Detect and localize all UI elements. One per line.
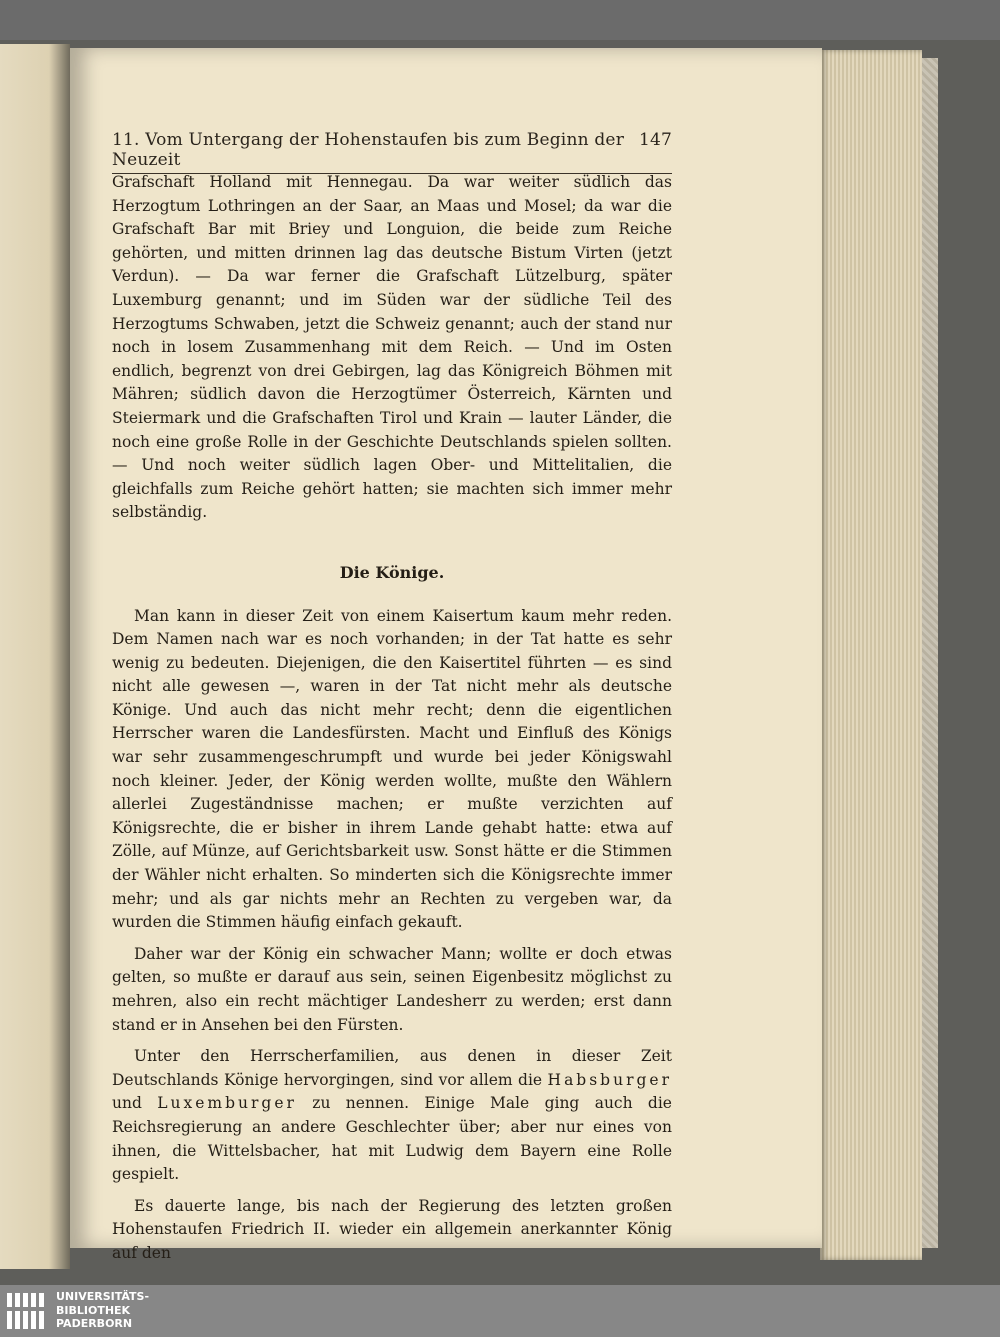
luxemburger-emphasis: Luxemburger <box>157 1094 297 1113</box>
paragraph-4-text-b: zu nennen. Einige Male ging auch die Reichsregierung an andere Geschlechter über; aber nur eines von ihnen, die Wittelsbacher, hat mit Ludwig dem Bayern eine Rolle gespielt. <box>112 1094 672 1184</box>
page-block-edges <box>820 50 922 1260</box>
paragraph-5: Es dauerte lange, bis nach der Regierung des letzten großen Hohenstaufen Friedrich II. wieder ein allgemein anerkannter König auf den <box>112 1196 672 1262</box>
paragraph-4 <box>112 1045 672 1187</box>
paragraph-1: Grafschaft Holland mit Hennegau. Da war weiter südlich das Herzogtum Lothringen an der Saar, an Maas und Mosel; da war die Grafschaft Bar mit Briey und Longuion, die beide zum Reiche gehörten, und mitten drinnen lag das deutsche Bistum Virten (jetzt Verdun). — Da war ferner die Grafschaft Lützelburg, später Luxemburg genannt; und im Süden war der südliche Teil des Herzogtums Schwaben, jetzt die Schweiz genannt; auch der stand nur noch in losem Zusammenhang mit dem Reich. — Und im Osten endlich, begrenzt von drei Gebirgen, lag das Königreich Böhmen mit Mähren; südlich davon die Herzogtümer Österreich, Kärnten und Steiermark und die Grafschaften Tirol und Krain — lauter Länder, die noch eine große Rolle in der Geschichte Deutschlands spielen sollten. — Und noch weiter südlich lagen Ober- und Mittelitalien, die gleichfalls zum Reiche gehört hatten; sie machten sich immer mehr selbständig. <box>112 173 672 522</box>
page-number: 147 <box>638 130 672 150</box>
book-binding <box>920 58 938 1248</box>
running-title: 11. Vom Untergang der Hohenstaufen bis zum Beginn der Neuzeit <box>112 130 625 170</box>
library-name-line-3: PADERBORN <box>56 1317 133 1330</box>
section-heading: Die Könige. <box>339 562 445 582</box>
page-body <box>112 171 672 1266</box>
footer-bar <box>0 1285 1000 1337</box>
paragraph-4-und: und <box>112 1094 158 1113</box>
library-name-line-1: UNIVERSITÄTS- <box>56 1290 150 1303</box>
paragraph-3: Daher war der König ein schwacher Mann; wollte er doch etwas gelten, so mußte er darauf aus sein, seinen Eigenbesitz möglichst zu mehren, also ein recht mächtiger Landesherr zu werden; erst dann stand er in Ansehen bei den Fürsten. <box>112 944 672 1034</box>
paragraph-2: Man kann in dieser Zeit von einem Kaisertum kaum mehr reden. Dem Namen nach war es noch vorhanden; in der Tat hatte es sehr wenig zu bedeuten. Diejenigen, die den Kaisertitel führten — es sind nicht alle gewesen —, waren in der Tat nicht mehr als deutsche Könige. Und auch das nicht mehr recht; denn die eigentlichen Herrscher waren die Landesfürsten. Macht und Einfluß des Königs war sehr zusammengeschrumpft und wurde bei jeder Königswahl noch kleiner. Jeder, der König werden wollte, mußte den Wählern allerlei Zugeständnisse machen; er mußte verzichten auf Königsrechte, die er bisher in ihrem Lande gehabt hatte: etwa auf Zölle, auf Münze, auf Gerichtsbarkeit usw. Sonst hätte er die Stimmen der Wähler nicht erhalten. So minderten sich die Königsrechte immer mehr; und als gar nichts mehr an Rechten zu vergeben war, da wurden die Stimmen häufig einfach gekauft. <box>112 606 672 932</box>
paragraph-4-text-a: Unter den Herrscherfamilien, aus denen in dieser Zeit Deutschlands Könige hervorgingen, sind vor allem die <box>112 1047 672 1089</box>
left-page-edge <box>0 44 70 1269</box>
running-header <box>112 130 672 174</box>
library-name <box>56 1290 149 1331</box>
library-name-line-2: BIBLIOTHEK <box>56 1303 131 1317</box>
habsburger-emphasis: Habsburger <box>547 1070 672 1089</box>
library-logo-icon <box>4 1289 50 1335</box>
